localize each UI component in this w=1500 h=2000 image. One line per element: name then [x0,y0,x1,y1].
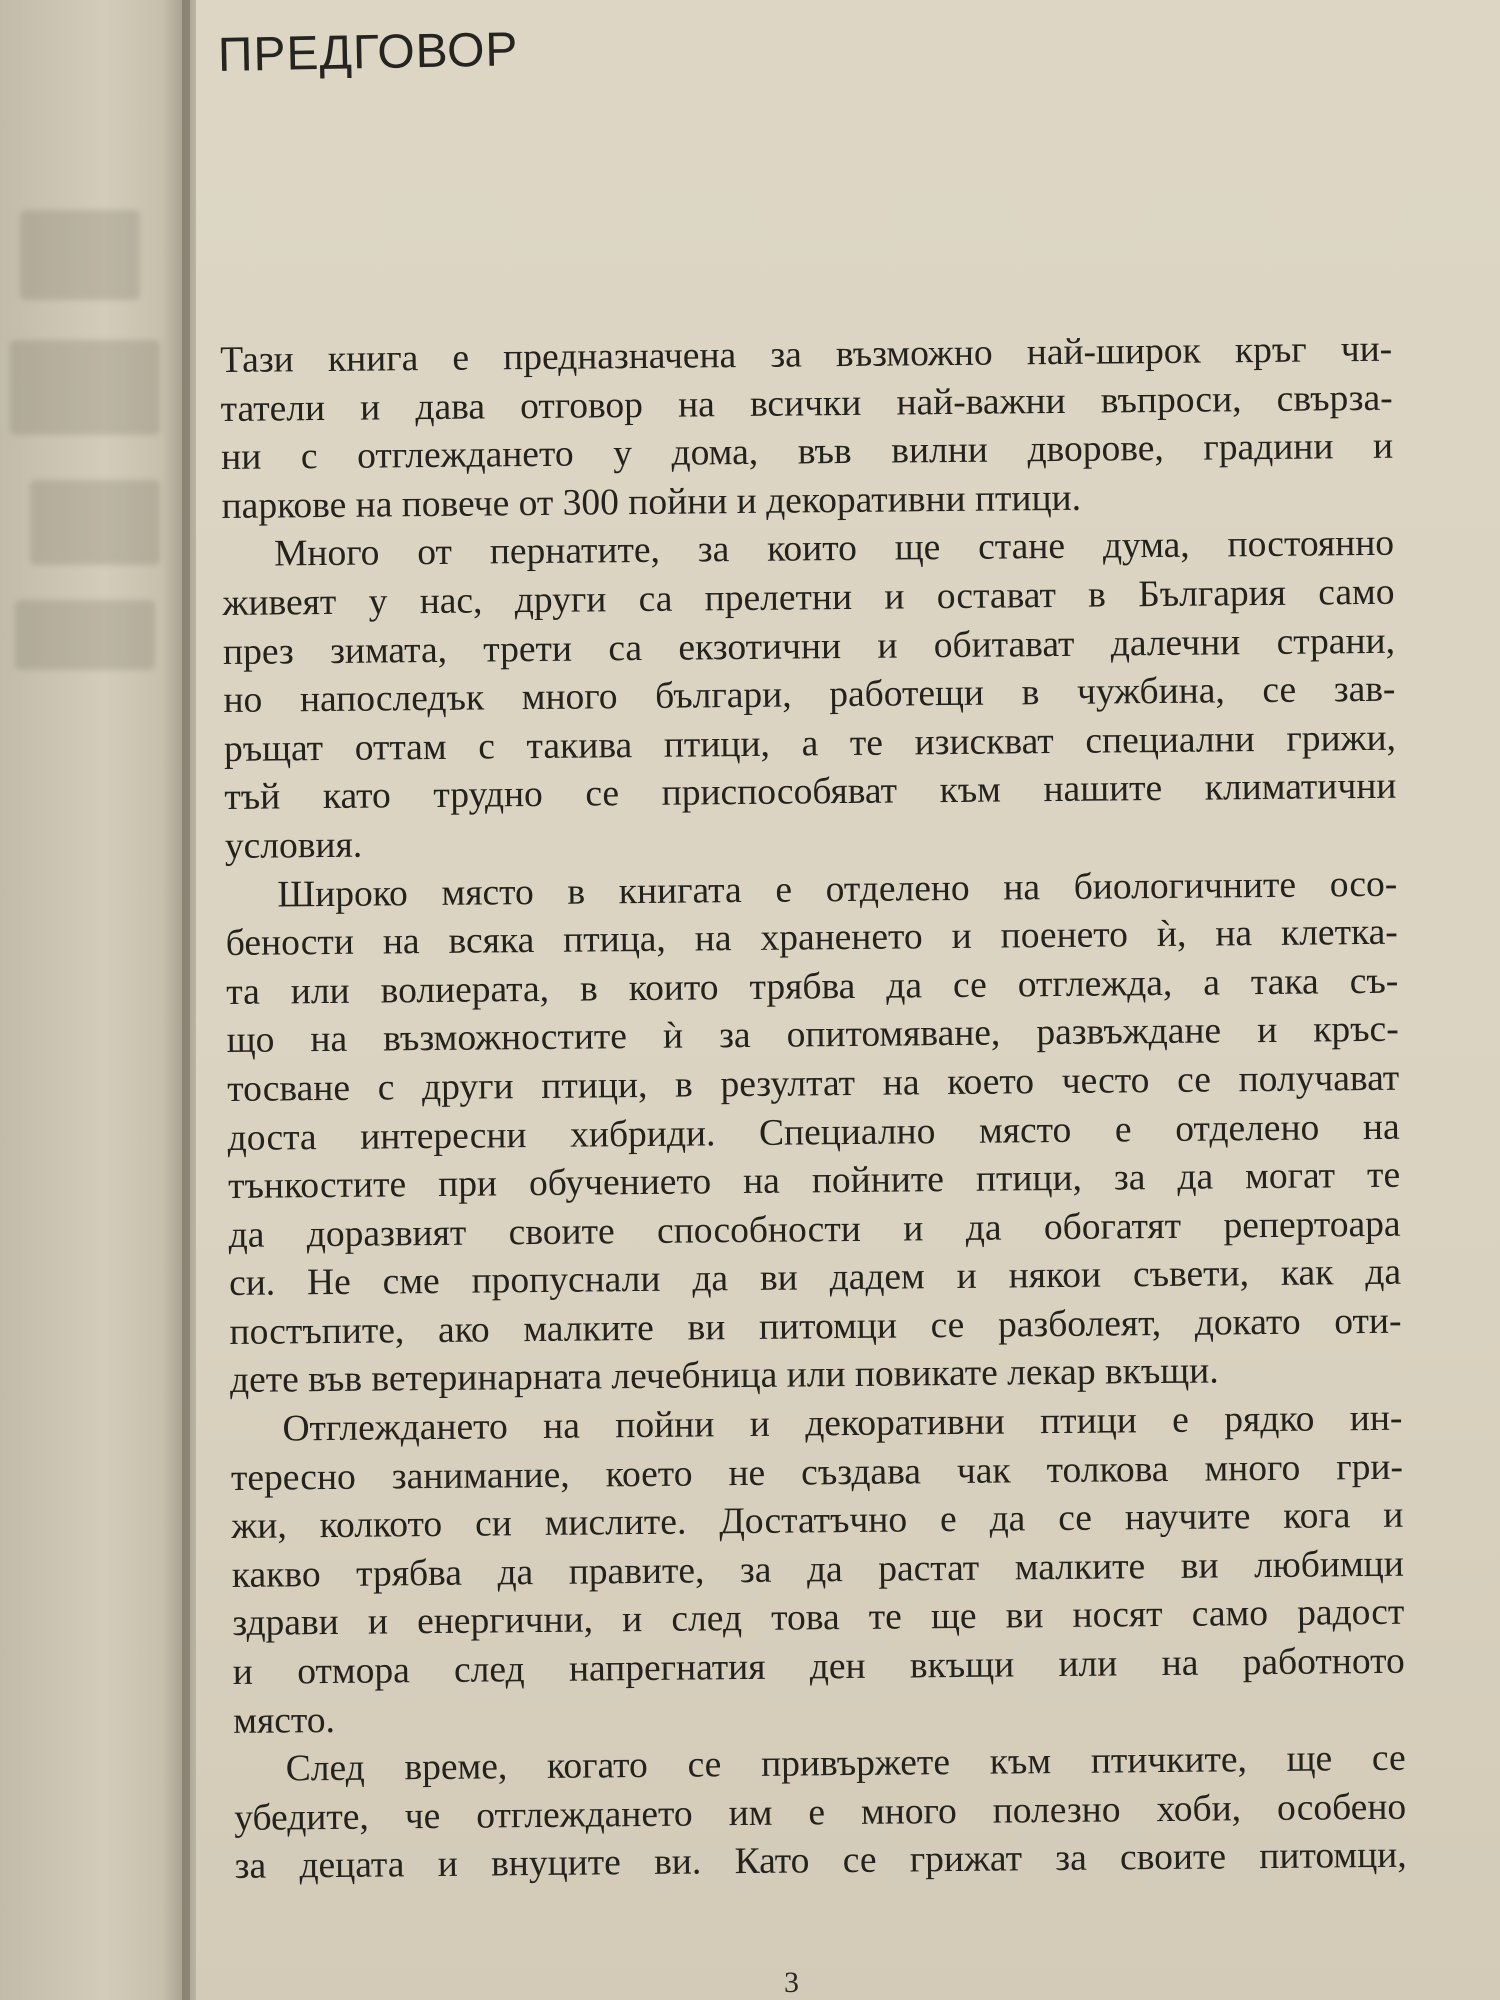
text-line: доста интересни хибриди. Специално място е отделено на [227,1106,1400,1159]
text-line: дете във ветеринарната лечебница или повикате лекар вкъщи. [229,1350,1219,1402]
text-line: какво трябва да правите, за да растат малките ви любимци [231,1543,1405,1596]
text-line: ръщат оттам с такива птици, а те изискват специални грижи, [223,717,1397,770]
text-line: през зимата, трети са екзотични и обитават далечни страни, [222,620,1396,673]
text-line: и отмора след напрегнатия ден вкъщи или на работното [232,1640,1405,1693]
text-line: Отглеждането на пойни и декоративни птици е рядко ин- [282,1397,1403,1450]
text-line: След време, когато се привържете към птичките, ще се [285,1737,1406,1790]
text-line: да доразвият своите способности и да обогатят репертоара [228,1203,1401,1256]
text-line: тъй като трудно се приспособяват към нашите климатични [224,766,1397,819]
text-line: бености на всяка птица, на храненето и поенето ѝ, на клетка- [225,911,1398,965]
text-line: татели и дава отговор на всички най-важни въпроси, свърза- [220,377,1393,430]
chapter-heading: ПРЕДГОВОР [217,23,519,82]
text-line: условия. [224,824,363,867]
show-through-print [0,180,180,700]
text-line: постъпите, ако малките ви питомци се разболеят, докато оти- [229,1300,1402,1353]
text-line: но напоследък много българи, работещи в чужбина, се зав- [223,668,1396,722]
text-line: здрави и енергични, и след това те ще ви носят само радост [232,1592,1405,1645]
text-line: ни с отглеждането у дома, във вилни дворове, градини и [220,425,1394,479]
text-line: Широко място в книгата е отделено на биологичните осо- [277,863,1398,916]
text-line: живеят у нас, други са прелетни и остават в България само [222,571,1395,624]
text-line: за децата и внуците ви. Като се грижат за своите питомци, [234,1835,1407,1888]
text-line: убедите, че отглеждането им е много полезно хоби, особено [234,1786,1407,1839]
facing-page [0,0,190,2000]
text-line: си. Не сме пропуснали да ви дадем и някои съвети, как да [228,1251,1402,1305]
text-line: що на възможностите ѝ за опитомяване, развъждане и кръс- [226,1009,1399,1062]
text-line: тънкостите при обучението на пойните птици, за да могат те [227,1154,1401,1208]
text-line: тересно занимание, което не създава чак толкова много гри- [230,1446,1404,1499]
text-line: та или волиерата, в които трябва да се отглежда, а така съ- [226,960,1399,1013]
body-text [220,326,1407,1892]
text-line: Много от пернатите, за които ще стане дума, постоянно [273,523,1395,575]
page-number: 3 [784,1966,799,1999]
text-line: жи, колкото си мислите. Достатъчно е да се научите кога и [231,1494,1404,1548]
text-line: паркове на повече от 300 пойни и декоративни птици. [221,477,1082,527]
text-line: Тази книга е предназначена за възможно най-широк кръг чи- [220,328,1393,381]
text-line: тосване с други птици, в резултат на което често се получават [227,1057,1400,1110]
text-line: място. [233,1699,336,1742]
